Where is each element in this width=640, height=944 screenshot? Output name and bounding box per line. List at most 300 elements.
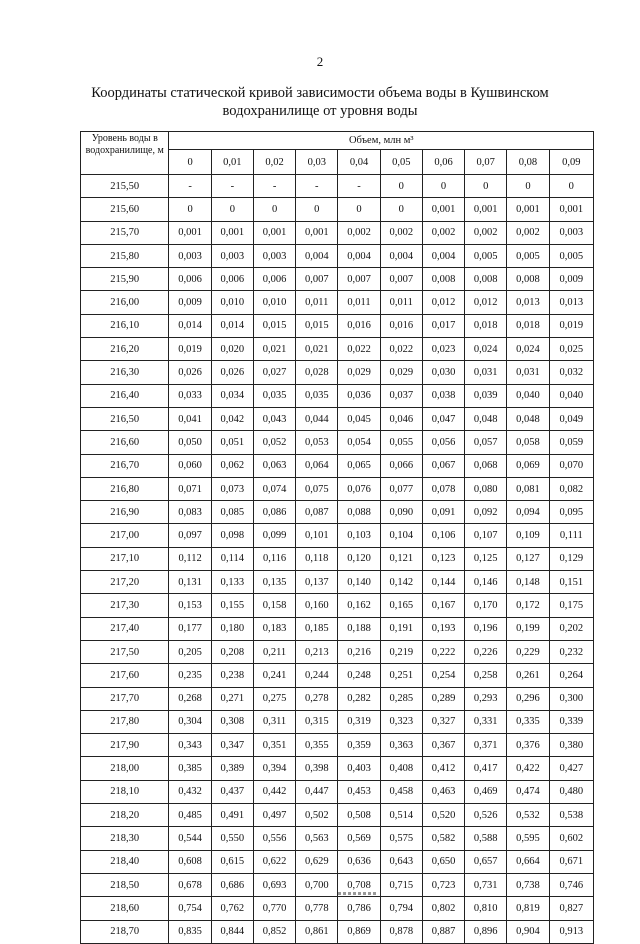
volume-cell: 0 [296, 198, 338, 221]
level-cell: 217,90 [81, 734, 169, 757]
volume-cell: 0,064 [296, 454, 338, 477]
volume-column-header: Объем, млн м³ [169, 132, 594, 150]
volume-cell: 0,447 [296, 780, 338, 803]
volume-cell: 0,162 [338, 594, 380, 617]
volume-cell: 0,315 [296, 710, 338, 733]
volume-cell: 0,002 [507, 221, 549, 244]
volume-cell: 0,588 [465, 827, 507, 850]
volume-cell: 0,116 [253, 547, 295, 570]
table-row [81, 804, 594, 827]
volume-cell: 0,167 [422, 594, 464, 617]
volume-cell: 0,008 [422, 268, 464, 291]
volume-cell: 0,175 [549, 594, 593, 617]
volume-cell: 0,731 [465, 873, 507, 896]
volume-cell: 0,285 [380, 687, 422, 710]
column-header-increment: 0,06 [422, 150, 464, 175]
level-column-header: Уровень воды в водохранилище, м [81, 132, 169, 175]
volume-cell: 0,046 [380, 407, 422, 430]
volume-cell: 0,005 [465, 244, 507, 267]
page-number: 2 [316, 54, 324, 69]
volume-cell: 0,296 [507, 687, 549, 710]
table-row [81, 244, 594, 267]
level-cell: 217,60 [81, 664, 169, 687]
level-cell: 215,90 [81, 268, 169, 291]
volume-cell: 0,327 [422, 710, 464, 733]
volume-cell: 0,005 [507, 244, 549, 267]
volume-cell: 0,063 [253, 454, 295, 477]
volume-cell: 0,144 [422, 571, 464, 594]
volume-cell: - [338, 175, 380, 198]
volume-cell: 0,118 [296, 547, 338, 570]
volume-cell: 0,810 [465, 897, 507, 920]
level-cell: 215,80 [81, 244, 169, 267]
volume-cell: 0,069 [507, 454, 549, 477]
volume-cell: 0,066 [380, 454, 422, 477]
volume-cell: 0,112 [169, 547, 211, 570]
volume-cell: 0,014 [211, 314, 253, 337]
level-cell: 215,50 [81, 175, 169, 198]
volume-cell: 0,014 [169, 314, 211, 337]
volume-cell: 0,778 [296, 897, 338, 920]
volume-cell: 0,029 [380, 361, 422, 384]
volume-cell: 0,002 [338, 221, 380, 244]
volume-cell: 0,067 [422, 454, 464, 477]
volume-cell: 0,101 [296, 524, 338, 547]
volume-cell: 0,074 [253, 477, 295, 500]
level-cell: 216,70 [81, 454, 169, 477]
table-row [81, 547, 594, 570]
volume-cell: 0,010 [211, 291, 253, 314]
volume-cell: 0,092 [465, 501, 507, 524]
volume-cell: 0,131 [169, 571, 211, 594]
volume-cell: 0,040 [507, 384, 549, 407]
volume-cell: 0,095 [549, 501, 593, 524]
volume-cell: 0,012 [465, 291, 507, 314]
volume-cell: 0,657 [465, 850, 507, 873]
volume-cell: 0,007 [380, 268, 422, 291]
table-row [81, 827, 594, 850]
volume-cell: 0,216 [338, 640, 380, 663]
volume-cell: 0,146 [465, 571, 507, 594]
table-row [81, 873, 594, 896]
volume-cell: 0,001 [296, 221, 338, 244]
volume-cell: 0,219 [380, 640, 422, 663]
volume-cell: 0,602 [549, 827, 593, 850]
column-header-increment: 0,03 [296, 150, 338, 175]
table-row [81, 175, 594, 198]
table-row [81, 454, 594, 477]
volume-cell: 0,041 [169, 407, 211, 430]
volume-cell: 0,017 [422, 314, 464, 337]
volume-cell: 0,104 [380, 524, 422, 547]
volume-cell: 0,127 [507, 547, 549, 570]
volume-cell: 0,004 [380, 244, 422, 267]
volume-cell: 0,304 [169, 710, 211, 733]
volume-cell: 0 [465, 175, 507, 198]
volume-cell: 0 [507, 175, 549, 198]
volume-cell: 0,153 [169, 594, 211, 617]
volume-cell: 0,031 [465, 361, 507, 384]
volume-cell: 0,563 [296, 827, 338, 850]
volume-cell: 0,408 [380, 757, 422, 780]
volume-cell: 0,087 [296, 501, 338, 524]
volume-cell: 0,023 [422, 338, 464, 361]
volume-cell: 0,021 [253, 338, 295, 361]
volume-cell: 0,485 [169, 804, 211, 827]
volume-cell: 0,289 [422, 687, 464, 710]
volume-cell: 0 [380, 175, 422, 198]
volume-cell: 0,474 [507, 780, 549, 803]
volume-cell: 0,013 [507, 291, 549, 314]
table-row [81, 221, 594, 244]
volume-cell: 0,183 [253, 617, 295, 640]
table-row [81, 268, 594, 291]
volume-cell: 0,258 [465, 664, 507, 687]
volume-cell: 0 [422, 175, 464, 198]
title-line-1: Координаты статической кривой зависимости объема воды в Кушвинском [91, 85, 549, 101]
volume-cell: 0,211 [253, 640, 295, 663]
volume-cell: 0,794 [380, 897, 422, 920]
volume-cell: 0,311 [253, 710, 295, 733]
level-cell: 216,20 [81, 338, 169, 361]
volume-cell: 0,319 [338, 710, 380, 733]
volume-cell: 0,629 [296, 850, 338, 873]
volume-cell: 0,051 [211, 431, 253, 454]
volume-cell: 0,003 [211, 244, 253, 267]
volume-cell: 0,106 [422, 524, 464, 547]
volume-cell: 0,035 [253, 384, 295, 407]
volume-cell: 0,098 [211, 524, 253, 547]
volume-cell: 0,024 [507, 338, 549, 361]
volume-cell: 0,062 [211, 454, 253, 477]
volume-cell: 0,137 [296, 571, 338, 594]
volume-cell: 0,232 [549, 640, 593, 663]
level-cell: 218,10 [81, 780, 169, 803]
level-cell: 217,50 [81, 640, 169, 663]
volume-cell: - [169, 175, 211, 198]
volume-cell: 0,595 [507, 827, 549, 850]
volume-cell: 0,188 [338, 617, 380, 640]
volume-cell: 0,030 [422, 361, 464, 384]
volume-cell: 0,458 [380, 780, 422, 803]
volume-cell: 0,686 [211, 873, 253, 896]
volume-cell: 0,191 [380, 617, 422, 640]
volume-cell: 0,339 [549, 710, 593, 733]
level-cell: 217,10 [81, 547, 169, 570]
volume-cell: 0,275 [253, 687, 295, 710]
volume-cell: 0,715 [380, 873, 422, 896]
volume-cell: 0,002 [380, 221, 422, 244]
volume-cell: 0,650 [422, 850, 464, 873]
volume-cell: 0,080 [465, 477, 507, 500]
volume-cell: 0,006 [253, 268, 295, 291]
volume-cell: 0,869 [338, 920, 380, 943]
volume-cell: 0,121 [380, 547, 422, 570]
volume-cell: 0,012 [422, 291, 464, 314]
volume-cell: 0,034 [211, 384, 253, 407]
volume-cell: 0,032 [549, 361, 593, 384]
volume-cell: 0,550 [211, 827, 253, 850]
volume-cell: 0,693 [253, 873, 295, 896]
volume-cell: 0,158 [253, 594, 295, 617]
volume-cell: 0,011 [296, 291, 338, 314]
volume-cell: 0,422 [507, 757, 549, 780]
volume-cell: 0,094 [507, 501, 549, 524]
volume-cell: 0,878 [380, 920, 422, 943]
volume-cell: 0,569 [338, 827, 380, 850]
volume-cell: 0,002 [422, 221, 464, 244]
volume-cell: 0,048 [465, 407, 507, 430]
volume-cell: 0,723 [422, 873, 464, 896]
volume-cell: 0,371 [465, 734, 507, 757]
volume-cell: - [296, 175, 338, 198]
volume-cell: 0,090 [380, 501, 422, 524]
volume-cell: 0,022 [338, 338, 380, 361]
volume-cell: 0,001 [253, 221, 295, 244]
volume-cell: 0,040 [549, 384, 593, 407]
volume-cell: 0,028 [296, 361, 338, 384]
volume-cell: 0,001 [169, 221, 211, 244]
column-header-increment: 0,05 [380, 150, 422, 175]
volume-cell: 0,004 [338, 244, 380, 267]
table-row [81, 291, 594, 314]
level-cell: 215,60 [81, 198, 169, 221]
volume-cell: 0,351 [253, 734, 295, 757]
table-row [81, 734, 594, 757]
volume-cell: 0,235 [169, 664, 211, 687]
volume-cell: 0,355 [296, 734, 338, 757]
volume-cell: 0,026 [211, 361, 253, 384]
volume-cell: 0,412 [422, 757, 464, 780]
column-header-increment: 0,02 [253, 150, 295, 175]
volume-cell: 0,078 [422, 477, 464, 500]
table-row [81, 687, 594, 710]
volume-cell: 0,036 [338, 384, 380, 407]
volume-cell: 0,001 [549, 198, 593, 221]
table-row [81, 524, 594, 547]
volume-cell: 0,896 [465, 920, 507, 943]
volume-cell: 0,248 [338, 664, 380, 687]
volume-cell: 0,052 [253, 431, 295, 454]
volume-cell: 0,835 [169, 920, 211, 943]
volume-cell: 0,469 [465, 780, 507, 803]
volume-cell: 0,086 [253, 501, 295, 524]
table-row [81, 361, 594, 384]
volume-cell: - [253, 175, 295, 198]
volume-cell: 0,155 [211, 594, 253, 617]
volume-cell: 0,109 [507, 524, 549, 547]
volume-cell: 0,170 [465, 594, 507, 617]
volume-cell: 0,037 [380, 384, 422, 407]
table-row [81, 850, 594, 873]
volume-cell: 0,001 [422, 198, 464, 221]
volume-cell: 0,532 [507, 804, 549, 827]
volume-cell: 0,044 [296, 407, 338, 430]
volume-cell: 0,018 [465, 314, 507, 337]
table-row [81, 407, 594, 430]
volume-cell: 0,491 [211, 804, 253, 827]
level-cell: 216,40 [81, 384, 169, 407]
volume-cell: 0,852 [253, 920, 295, 943]
volume-cell: 0,070 [549, 454, 593, 477]
volume-cell: 0,019 [549, 314, 593, 337]
volume-cell: 0,009 [549, 268, 593, 291]
volume-cell: 0,103 [338, 524, 380, 547]
volume-cell: 0,076 [338, 477, 380, 500]
volume-cell: 0,077 [380, 477, 422, 500]
volume-cell: 0,520 [422, 804, 464, 827]
volume-cell: 0,057 [465, 431, 507, 454]
volume-cell: 0,762 [211, 897, 253, 920]
level-cell: 216,80 [81, 477, 169, 500]
volume-cell: 0,038 [422, 384, 464, 407]
volume-cell: 0,180 [211, 617, 253, 640]
level-cell: 217,20 [81, 571, 169, 594]
volume-cell: 0,819 [507, 897, 549, 920]
volume-cell: 0,359 [338, 734, 380, 757]
table-body [81, 175, 594, 944]
volume-cell: 0 [549, 175, 593, 198]
volume-cell: 0,202 [549, 617, 593, 640]
volume-cell: 0,003 [169, 244, 211, 267]
volume-cell: 0,001 [211, 221, 253, 244]
volume-cell: 0,001 [507, 198, 549, 221]
level-cell: 217,30 [81, 594, 169, 617]
volume-cell: 0,008 [465, 268, 507, 291]
volume-cell: 0,006 [211, 268, 253, 291]
volume-cell: 0,394 [253, 757, 295, 780]
volume-cell: 0,323 [380, 710, 422, 733]
volume-cell: 0,331 [465, 710, 507, 733]
volume-cell: 0,575 [380, 827, 422, 850]
volume-cell: 0,497 [253, 804, 295, 827]
volume-cell: 0,385 [169, 757, 211, 780]
volume-cell: 0,018 [507, 314, 549, 337]
volume-level-table [80, 131, 594, 944]
table-row [81, 617, 594, 640]
volume-cell: 0,060 [169, 454, 211, 477]
level-cell: 216,90 [81, 501, 169, 524]
volume-cell: 0,437 [211, 780, 253, 803]
volume-cell: 0,376 [507, 734, 549, 757]
volume-cell: 0,009 [169, 291, 211, 314]
level-cell: 217,40 [81, 617, 169, 640]
volume-cell: 0,058 [507, 431, 549, 454]
volume-cell: 0,229 [507, 640, 549, 663]
volume-cell: 0,643 [380, 850, 422, 873]
volume-cell: 0,125 [465, 547, 507, 570]
volume-cell: - [211, 175, 253, 198]
volume-cell: 0,222 [422, 640, 464, 663]
volume-cell: 0,055 [380, 431, 422, 454]
volume-cell: 0,050 [169, 431, 211, 454]
volume-cell: 0 [211, 198, 253, 221]
volume-cell: 0,133 [211, 571, 253, 594]
table-row [81, 314, 594, 337]
volume-cell: 0,073 [211, 477, 253, 500]
volume-cell: 0,526 [465, 804, 507, 827]
volume-cell: 0,417 [465, 757, 507, 780]
volume-cell: 0,827 [549, 897, 593, 920]
volume-cell: 0,770 [253, 897, 295, 920]
volume-cell: 0,442 [253, 780, 295, 803]
table-row [81, 431, 594, 454]
volume-cell: 0,006 [169, 268, 211, 291]
level-cell: 216,10 [81, 314, 169, 337]
volume-cell: 0,048 [507, 407, 549, 430]
volume-cell: 0,088 [338, 501, 380, 524]
volume-cell: 0,398 [296, 757, 338, 780]
volume-cell: 0,026 [169, 361, 211, 384]
volume-cell: 0 [169, 198, 211, 221]
column-header-increment: 0,07 [465, 150, 507, 175]
volume-cell: 0,427 [549, 757, 593, 780]
volume-cell: 0,380 [549, 734, 593, 757]
volume-cell: 0,142 [380, 571, 422, 594]
volume-cell: 0,172 [507, 594, 549, 617]
volume-cell: 0,786 [338, 897, 380, 920]
volume-cell: 0,140 [338, 571, 380, 594]
volume-cell: 0,135 [253, 571, 295, 594]
column-header-increment: 0,04 [338, 150, 380, 175]
level-cell: 218,30 [81, 827, 169, 850]
volume-cell: 0,160 [296, 594, 338, 617]
volume-cell: 0,278 [296, 687, 338, 710]
volume-cell: 0,059 [549, 431, 593, 454]
volume-cell: 0,056 [422, 431, 464, 454]
level-cell: 216,50 [81, 407, 169, 430]
volume-cell: 0,463 [422, 780, 464, 803]
volume-cell: 0,024 [465, 338, 507, 361]
level-cell: 218,70 [81, 920, 169, 943]
volume-cell: 0,042 [211, 407, 253, 430]
volume-cell: 0,015 [253, 314, 295, 337]
volume-cell: 0,264 [549, 664, 593, 687]
volume-cell: 0,363 [380, 734, 422, 757]
volume-cell: 0,011 [338, 291, 380, 314]
volume-cell: 0,091 [422, 501, 464, 524]
volume-cell: 0,678 [169, 873, 211, 896]
volume-cell: 0,887 [422, 920, 464, 943]
volume-cell: 0,022 [380, 338, 422, 361]
level-cell: 217,70 [81, 687, 169, 710]
volume-cell: 0,300 [549, 687, 593, 710]
volume-cell: 0,151 [549, 571, 593, 594]
level-cell: 217,80 [81, 710, 169, 733]
volume-cell: 0,003 [253, 244, 295, 267]
volume-cell: 0,185 [296, 617, 338, 640]
volume-cell: 0,099 [253, 524, 295, 547]
volume-cell: 0,480 [549, 780, 593, 803]
level-cell: 216,60 [81, 431, 169, 454]
volume-cell: 0,107 [465, 524, 507, 547]
volume-cell: 0,347 [211, 734, 253, 757]
volume-cell: 0,746 [549, 873, 593, 896]
volume-cell: 0,011 [380, 291, 422, 314]
title-line-2: водохранилище от уровня воды [222, 103, 418, 119]
volume-cell: 0,556 [253, 827, 295, 850]
volume-cell: 0,031 [507, 361, 549, 384]
volume-cell: 0,049 [549, 407, 593, 430]
volume-cell: 0,081 [507, 477, 549, 500]
volume-cell: 0,068 [465, 454, 507, 477]
volume-cell: 0,802 [422, 897, 464, 920]
table-row [81, 501, 594, 524]
volume-cell: 0 [380, 198, 422, 221]
column-header-increment: 0,08 [507, 150, 549, 175]
volume-cell: 0,035 [296, 384, 338, 407]
volume-cell: 0,047 [422, 407, 464, 430]
